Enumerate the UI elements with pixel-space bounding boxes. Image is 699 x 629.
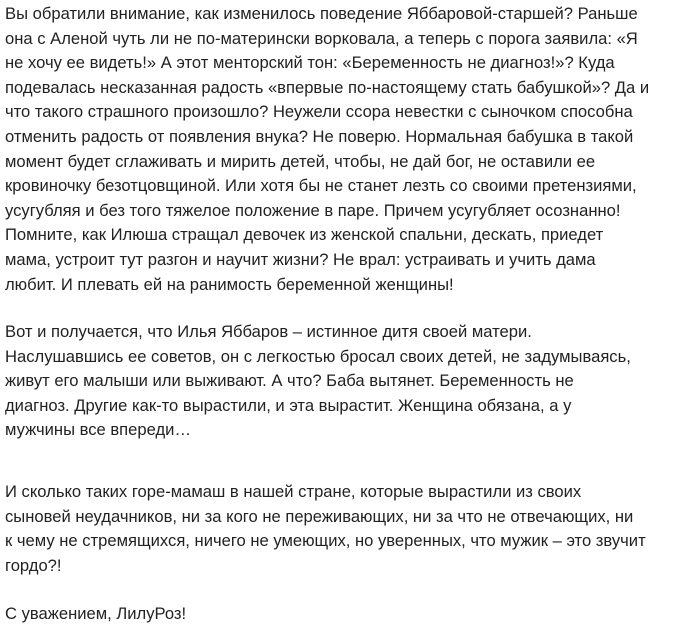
text-line: Помните, как Илюша стращал девочек из женской спальни, дескать, приедет bbox=[5, 225, 604, 245]
text-line: не хочу ее видеть!» А этот менторский тон: «Беременность не диагноз!»? Куда bbox=[5, 53, 615, 73]
text-line: что такого страшного произошло? Неужели ссора невестки с сыночком способна bbox=[5, 102, 633, 122]
text-line: И сколько таких горе-мамаш в нашей стране, которые вырастили из своих bbox=[5, 482, 582, 501]
text-line: подевалась несказанная радость «впервые по-настоящему стать бабушкой»? Да и bbox=[5, 77, 650, 97]
text-line: момент будет сглаживать и мирить детей, чтобы, не дай бог, не оставили ее bbox=[5, 151, 596, 171]
text-line: Наслушавшись ее советов, он с легкостью бросал своих детей, не задумываясь, bbox=[5, 346, 631, 366]
text-line: мама, устроит тут разгон и научит жизни? Не врал: устраивать и учить дама bbox=[5, 249, 596, 269]
text-line: любит. И плевать ей на ранимость беременной женщины! bbox=[5, 274, 454, 294]
text-line: диагноз. Другие как-то вырастили, и эта вырастит. Женщина обязана, а у bbox=[5, 395, 572, 415]
text-line: к чему не стремящихся, ничего не умеющих, но уверенных, что мужик – это звучит bbox=[5, 531, 646, 551]
text-line: Вы обратили внимание, как изменилось поведение Яббаровой-старшей? Раньше bbox=[5, 4, 638, 23]
paragraph-2 bbox=[5, 320, 631, 443]
paragraph-3 bbox=[5, 480, 646, 578]
text-line: Вот и получается, что Илья Яббаров – истинное дитя своей матери. bbox=[5, 322, 532, 341]
text-line: гордо?! bbox=[5, 555, 62, 575]
text-line: сыновей неудачников, ни за кого не переживающих, ни за что не отвечающих, ни bbox=[5, 506, 634, 526]
text-line: она с Аленой чуть ли не по-матерински ворковала, а теперь с порога заявила: «Я bbox=[5, 28, 638, 48]
text-line: живут его малыши или выживают. А что? Баба вытянет. Беременность не bbox=[5, 371, 574, 391]
text-line: отменить радость от появления внука? Не поверю. Нормальная бабушка в такой bbox=[5, 126, 634, 146]
paragraph-1 bbox=[5, 2, 649, 297]
text-line: кровиночку безотцовщиной. Или хотя бы не станет лезть со своими претензиями, bbox=[5, 176, 637, 196]
signature-paragraph bbox=[5, 602, 186, 627]
signature-line: С уважением, ЛилуРоз! bbox=[5, 604, 187, 623]
text-line: усугубляя и без того тяжелое положение в паре. Причем усугубляет осознанно! bbox=[5, 200, 621, 220]
text-line: мужчины все впереди… bbox=[5, 420, 192, 440]
